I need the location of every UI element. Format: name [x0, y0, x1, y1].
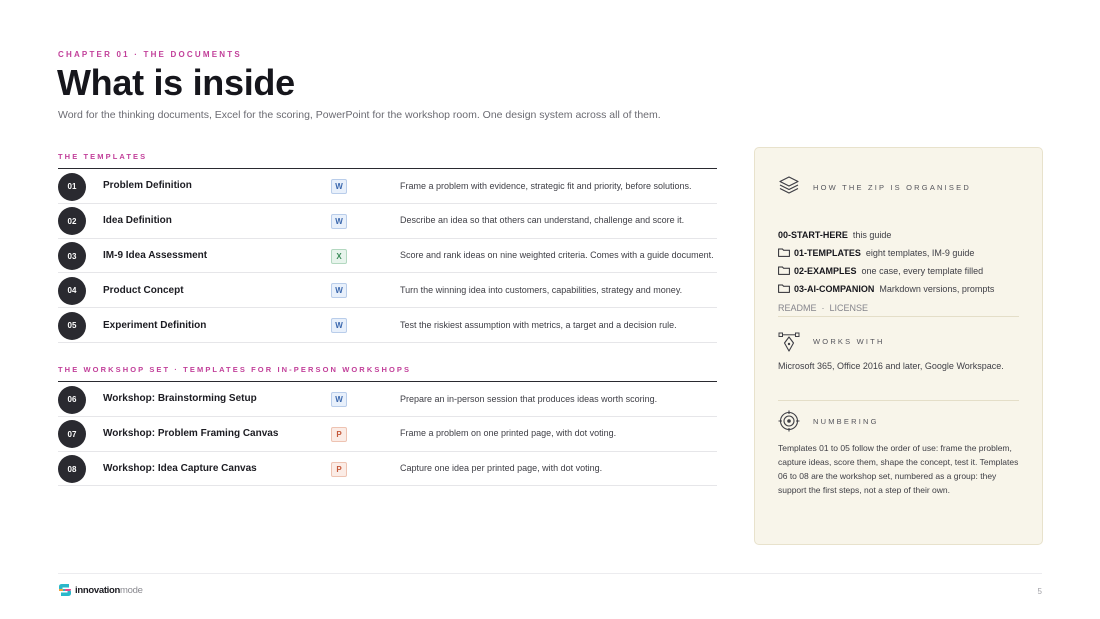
template-name: IM-9 Idea Assessment: [103, 249, 208, 261]
brand-logo: [58, 583, 143, 597]
template-description: Prepare an in-person session that produces ideas worth scoring.: [400, 393, 658, 404]
zip-item: [778, 230, 891, 240]
folder-name: 00-START-HERE: [778, 230, 848, 240]
template-description: Turn the winning idea into customers, capabilities, strategy and money.: [400, 285, 683, 296]
template-name: Problem Definition: [103, 180, 192, 192]
page-subtitle: Word for the thinking documents, Excel for the scoring, PowerPoint for the workshop room. One design system across all of them.: [58, 109, 661, 121]
zip-item: [778, 266, 983, 276]
zip-heading: HOW THE ZIP IS ORGANISED: [813, 183, 971, 192]
panel-divider: [778, 316, 1019, 317]
row-number-badge: 08: [58, 455, 86, 483]
template-description: Test the riskiest assumption with metrics, a target and a decision rule.: [400, 319, 677, 330]
logo-wordmark: [75, 585, 143, 596]
layers-icon: [778, 174, 800, 196]
word-icon: W: [331, 283, 347, 298]
readme-label: README: [778, 303, 817, 313]
folder-icon: [778, 266, 790, 275]
folder-note: eight templates, IM-9 guide: [865, 248, 975, 258]
template-description: Frame a problem with evidence, strategic fit and priority, before solutions.: [400, 180, 692, 191]
zip-section: [778, 174, 1019, 313]
works-with-text: Microsoft 365, Office 2016 and later, Google Workspace.: [778, 361, 1004, 371]
folder-icon: [778, 284, 790, 293]
logo-bold: innovation: [75, 584, 121, 596]
folder-note: Markdown versions, prompts: [879, 284, 995, 294]
template-name: Workshop: Problem Framing Canvas: [103, 428, 279, 440]
numbering-section: [778, 410, 1019, 510]
chapter-eyebrow: CHAPTER 01 · THE DOCUMENTS: [58, 50, 242, 59]
templates-section-label: THE TEMPLATES: [58, 152, 148, 161]
template-name: Experiment Definition: [103, 319, 207, 331]
word-icon: W: [331, 214, 347, 229]
zip-item: [778, 248, 974, 258]
row-number-badge: 07: [58, 420, 86, 448]
row-number-badge: 05: [58, 312, 86, 340]
row-number-badge: 04: [58, 277, 86, 305]
table-row: [58, 169, 717, 204]
folder-name: 03-AI-COMPANION: [794, 284, 875, 294]
table-row: [58, 273, 717, 308]
table-row: [58, 204, 717, 239]
page-title: What is inside: [57, 62, 295, 103]
powerpoint-icon: P: [331, 462, 347, 477]
target-icon: [778, 410, 800, 432]
table-row: [58, 452, 717, 487]
word-icon: W: [331, 392, 347, 407]
works-with-section: [778, 331, 1019, 381]
template-name: Workshop: Idea Capture Canvas: [103, 462, 257, 474]
template-description: Capture one idea per printed page, with dot voting.: [400, 463, 603, 474]
info-panel: [754, 147, 1043, 545]
row-number-badge: 03: [58, 242, 86, 270]
panel-divider: [778, 400, 1019, 401]
page-number: 5: [1037, 587, 1042, 596]
readme-license-line: [778, 303, 868, 313]
table-row: [58, 239, 717, 274]
footer-divider: [58, 573, 1042, 574]
template-name: Product Concept: [103, 284, 184, 296]
word-icon: W: [331, 318, 347, 333]
powerpoint-icon: P: [331, 427, 347, 442]
word-icon: W: [331, 179, 347, 194]
templates-table: [58, 168, 717, 343]
template-name: Workshop: Brainstorming Setup: [103, 393, 257, 405]
logo-mark-icon: [58, 583, 72, 597]
template-description: Frame a problem on one printed page, with dot voting.: [400, 428, 617, 439]
license-label: LICENSE: [829, 303, 869, 313]
numbering-heading: NUMBERING: [813, 417, 879, 426]
table-row: [58, 417, 717, 452]
vector-pen-icon: [778, 331, 800, 353]
workshop-section-label: THE WORKSHOP SET · TEMPLATES FOR IN-PERSON WORKSHOPS: [58, 365, 412, 374]
template-description: Score and rank ideas on nine weighted criteria. Comes with a guide document.: [400, 250, 714, 261]
separator-dot: ·: [821, 303, 825, 313]
folder-name: 02-EXAMPLES: [794, 266, 857, 276]
row-number-badge: 06: [58, 386, 86, 414]
row-number-badge: 01: [58, 173, 86, 201]
table-row: [58, 308, 717, 343]
works-with-heading: WORKS WITH: [813, 337, 885, 346]
numbering-text: Templates 01 to 05 follow the order of use: frame the problem, capture ideas, score them, shape the concept, test it. Templates 06 to 08 are the workshop set, numbered as a group: they support the first steps, not a step of their own.: [778, 443, 1019, 495]
folder-icon: [778, 248, 790, 257]
zip-item: [778, 284, 994, 294]
logo-light: mode: [120, 584, 143, 596]
folder-note: this guide: [852, 230, 892, 240]
excel-icon: X: [331, 249, 347, 264]
table-row: [58, 382, 717, 417]
folder-note: one case, every template filled: [861, 266, 984, 276]
row-number-badge: 02: [58, 207, 86, 235]
workshop-table: [58, 381, 717, 486]
folder-name: 01-TEMPLATES: [794, 248, 861, 258]
template-description: Describe an idea so that others can understand, challenge and score it.: [400, 215, 685, 226]
template-name: Idea Definition: [103, 215, 172, 227]
